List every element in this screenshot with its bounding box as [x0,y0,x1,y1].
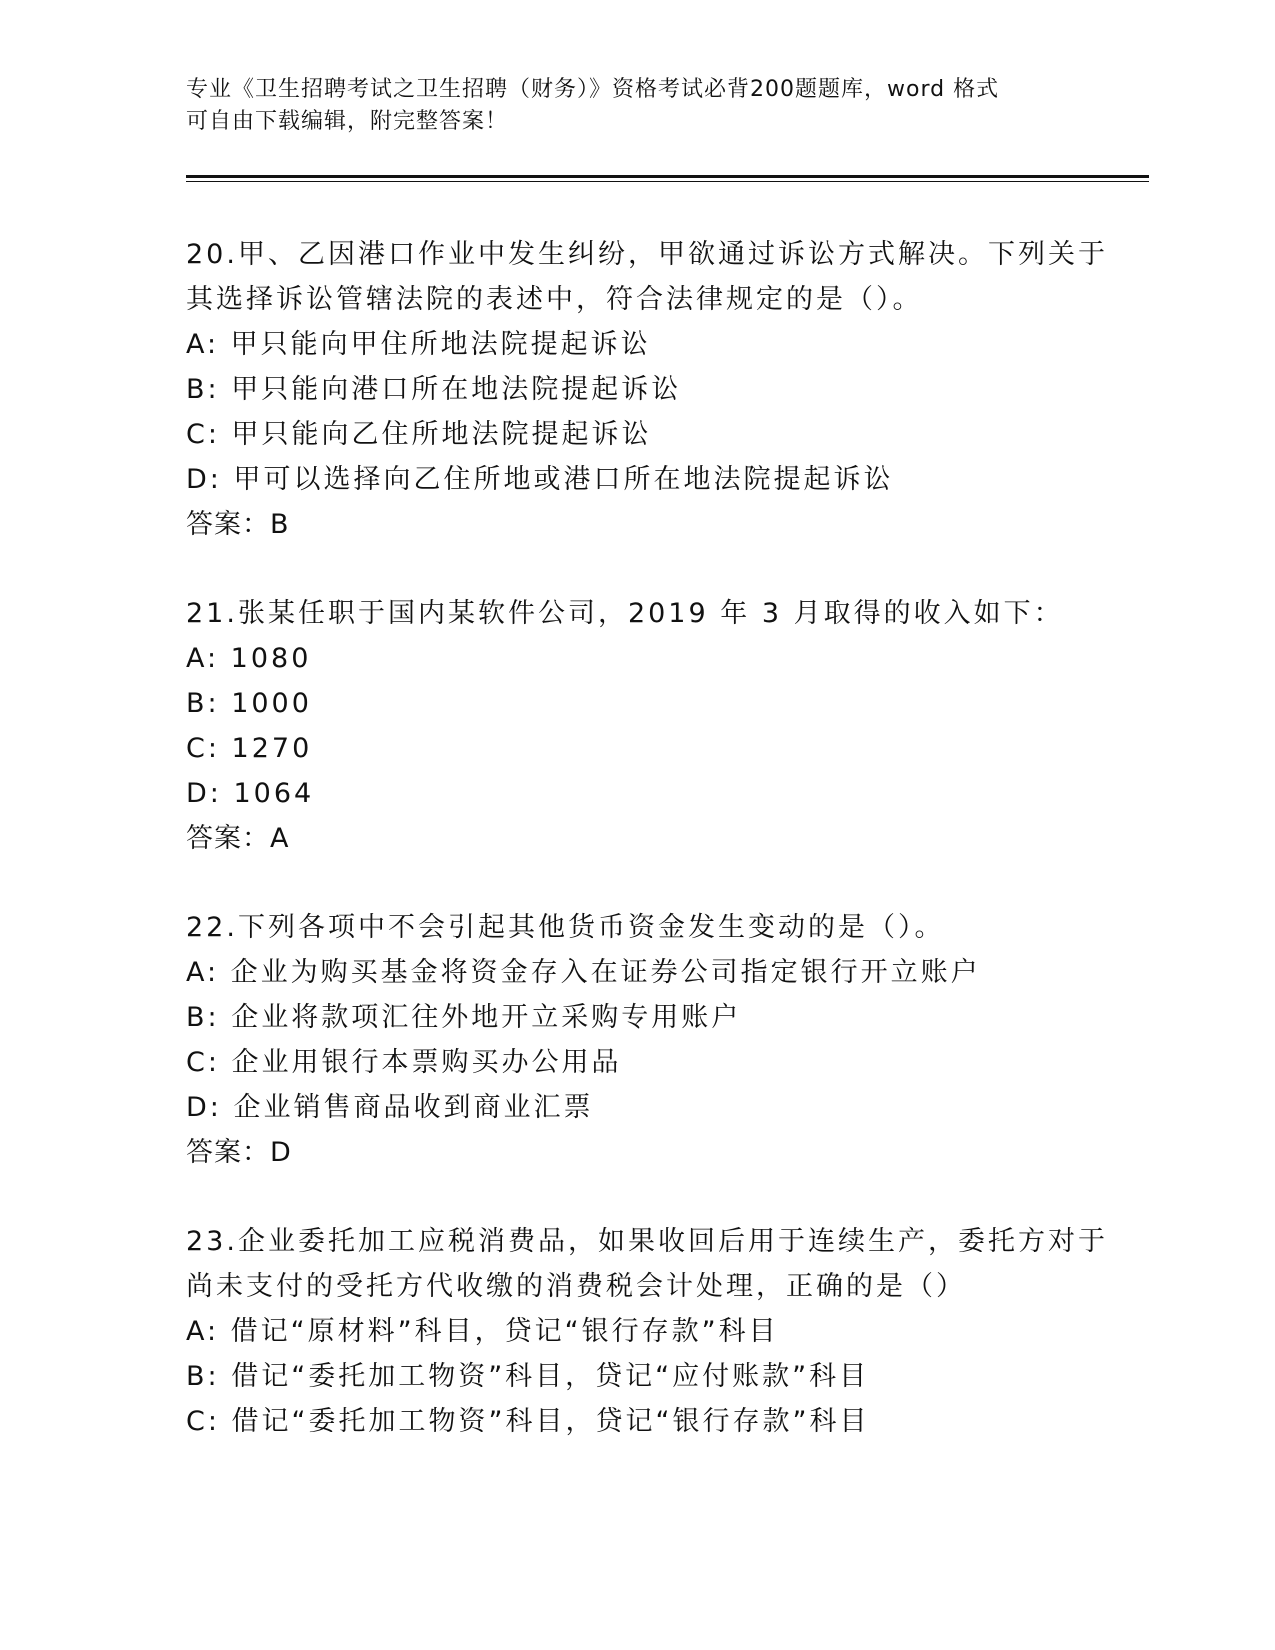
option-a: A: 1080 [186,643,312,674]
option-b: B: 甲只能向港口所在地法院提起诉讼 [186,374,682,405]
option-b: B: 1000 [186,688,312,719]
question-22 [186,905,1146,1175]
question-stem-line-1: 21.张某任职于国内某软件公司，2019 年 3 月取得的收入如下： [186,598,1064,629]
answer-key: 答案：A [186,823,290,854]
option-c: C: 借记“委托加工物资”科目，贷记“银行存款”科目 [186,1406,870,1437]
option-d: D: 1064 [186,778,315,809]
question-stem-line-2: 其选择诉讼管辖法院的表述中，符合法律规定的是（）。 [186,284,923,315]
document-header [186,74,1066,138]
question-stem-line-1: 20.甲、乙因港口作业中发生纠纷，甲欲通过诉讼方式解决。下列关于 [186,239,1108,270]
question-20 [186,232,1146,547]
option-a: A: 企业为购买基金将资金存入在证券公司指定银行开立账户 [186,957,981,988]
question-stem-line-1: 23.企业委托加工应税消费品，如果收回后用于连续生产，委托方对于 [186,1226,1108,1257]
question-23 [186,1219,1146,1444]
option-c: C: 1270 [186,733,313,764]
question-stem-line-2: 尚未支付的受托方代收缴的消费税会计处理，正确的是（） [186,1271,966,1302]
header-intro-line-1: 专业《卫生招聘考试之卫生招聘（财务）》资格考试必背200题题库，word 格式 [186,77,1000,102]
header-divider-thin [186,181,1149,182]
answer-key: 答案：D [186,1137,292,1168]
header-intro-line-2: 可自由下载编辑，附完整答案！ [186,109,509,134]
option-a: A: 借记“原材料”科目，贷记“银行存款”科目 [186,1316,779,1347]
option-c: C: 甲只能向乙住所地法院提起诉讼 [186,419,652,450]
header-divider-thick [186,175,1149,178]
question-21 [186,591,1146,861]
answer-key: 答案：B [186,509,290,540]
question-list [186,232,1146,1488]
option-d: D: 甲可以选择向乙住所地或港口所在地法院提起诉讼 [186,464,894,495]
option-b: B: 企业将款项汇往外地开立采购专用账户 [186,1002,742,1033]
option-c: C: 企业用银行本票购买办公用品 [186,1047,622,1078]
option-b: B: 借记“委托加工物资”科目，贷记“应付账款”科目 [186,1361,870,1392]
question-stem-line-1: 22.下列各项中不会引起其他货币资金发生变动的是（）。 [186,912,945,943]
option-d: D: 企业销售商品收到商业汇票 [186,1092,594,1123]
option-a: A: 甲只能向甲住所地法院提起诉讼 [186,329,651,360]
